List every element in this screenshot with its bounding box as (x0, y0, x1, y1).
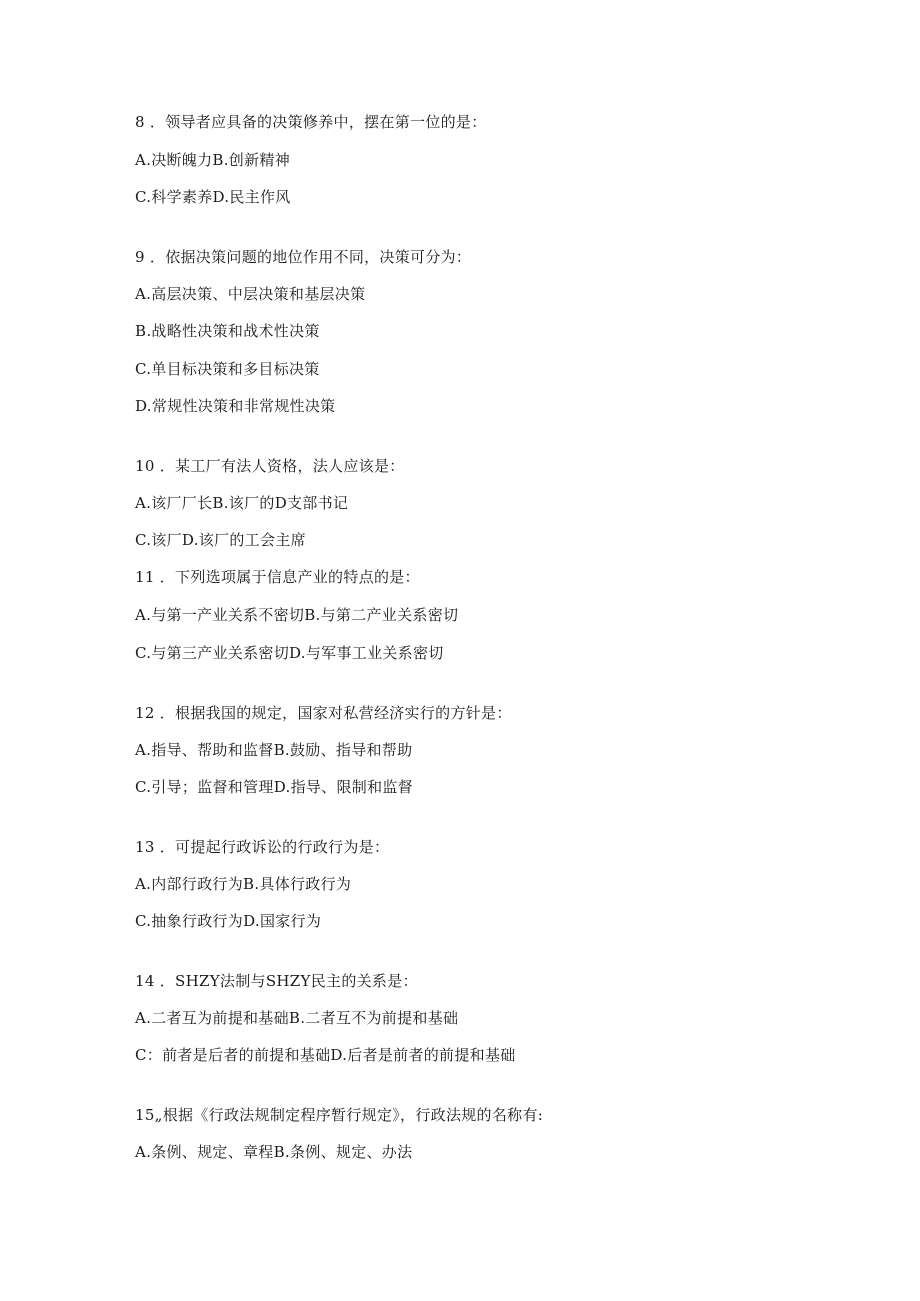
question-11-option-line-1: A.与第一产业关系不密切B.与第二产业关系密切 (135, 606, 459, 624)
question-14-stem: 14 ．SHZY法制与SHZY民主的关系是： (135, 972, 418, 990)
question-12-option-line-2: C.引导；监督和管理D.指导、限制和监督 (135, 778, 413, 796)
question-12-stem: 12 ．根据我国的规定，国家对私营经济实行的方针是： (135, 704, 512, 722)
question-9-stem: 9 ．依据决策问题的地位作用不同，决策可分为： (135, 248, 472, 266)
question-11-option-line-2: C.与第三产业关系密切D.与军事工业关系密切 (135, 644, 444, 662)
question-10-stem: 10 ．某工厂有法人资格，法人应该是： (135, 457, 405, 475)
question-11-stem: 11 ．下列选项属于信息产业的特点的是： (135, 568, 420, 586)
question-10-option-line-1: A.该厂厂长B.该厂的D支部书记 (135, 494, 349, 512)
question-10-option-line-2: C.该厂D.该厂的工会主席 (135, 531, 306, 549)
question-15-stem: 15„根据《行政法规制定程序暂行规定》，行政法规的名称有: (135, 1106, 544, 1124)
question-14-option-line-1: A.二者互为前提和基础B.二者互不为前提和基础 (135, 1009, 459, 1027)
question-9-option-line-2: B.战略性决策和战术性决策 (135, 322, 320, 340)
question-14-option-line-2: C：前者是后者的前提和基础D.后者是前者的前提和基础 (135, 1046, 516, 1064)
question-8-stem: 8 ．领导者应具备的决策修养中，摆在第一位的是： (135, 113, 487, 131)
question-9-option-line-4: D.常规性决策和非常规性决策 (135, 397, 336, 415)
question-13-option-line-2: C.抽象行政行为D.国家行为 (135, 912, 322, 930)
question-13-stem: 13 ．可提起行政诉讼的行政行为是： (135, 838, 390, 856)
question-8-option-line-2: C.科学素养D.民主作风 (135, 188, 291, 206)
question-9-option-line-3: C.单目标决策和多目标决策 (135, 360, 320, 378)
question-13-option-line-1: A.内部行政行为B.具体行政行为 (135, 875, 352, 893)
question-8-option-line-1: A.决断魄力B.创新精神 (135, 151, 290, 169)
question-9-option-line-1: A.高层决策、中层决策和基层决策 (135, 285, 366, 303)
question-12-option-line-1: A.指导、帮助和监督B.鼓励、指导和帮助 (135, 741, 413, 759)
question-15-option-line-1: A.条例、规定、章程B.条例、规定、办法 (135, 1143, 413, 1161)
